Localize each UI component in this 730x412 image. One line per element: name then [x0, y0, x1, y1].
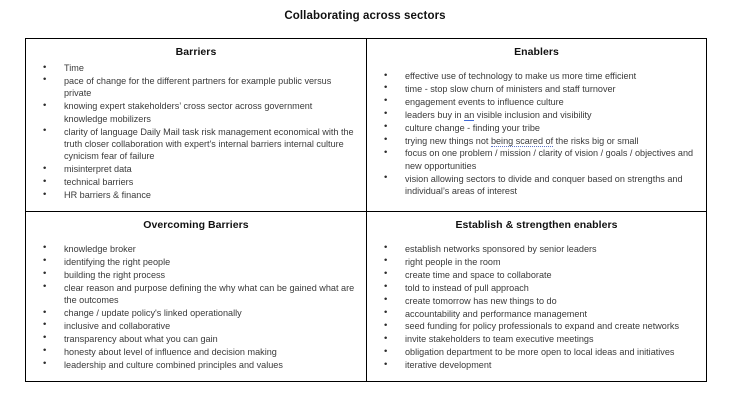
page-title: Collaborating across sectors	[284, 10, 446, 22]
quadrant-establish-strengthen-enablers-heading: Establish & strengthen enablers	[455, 218, 618, 231]
table-row	[26, 211, 707, 381]
list-item: • right people in the room	[375, 256, 698, 268]
list-item: • invite stakeholders to team executive meetings	[375, 333, 698, 345]
quadrant-overcoming-barriers-list	[34, 243, 358, 371]
spelling-underline-mark: being scared of	[490, 135, 554, 146]
quadrant-enablers	[367, 39, 707, 212]
text-before-mark: leaders buy in	[405, 109, 465, 120]
list-item: • obligation department to be more open to local ideas and initiatives	[375, 346, 698, 358]
list-item: • inclusive and collaborative	[34, 320, 358, 332]
list-item: • clarity of language Daily Mail task risk management economical with the truth closer collaboration with expert's internal barriers internal culture cynicism fear of failure	[34, 126, 358, 163]
list-item: • effective use of technology to make us more time efficient	[375, 70, 698, 82]
quadrant-barriers-list	[34, 62, 358, 201]
list-item: • knowing expert stakeholders’ cross sector across government knowledge mobilizers	[34, 100, 358, 125]
list-item: • clear reason and purpose defining the why what can be gained what are the outcomes	[34, 282, 358, 307]
list-item: • focus on one problem / mission / clarity of vision / goals / objectives and new opportunities	[375, 147, 698, 172]
list-item: • accountability and performance management	[375, 308, 698, 320]
quadrant-overcoming-barriers	[26, 211, 367, 381]
list-item: • create tomorrow has new things to do	[375, 295, 698, 307]
quadrant-establish-strengthen-enablers	[367, 211, 707, 381]
table-row	[26, 39, 707, 212]
list-item: • time - stop slow churn of ministers and staff turnover	[375, 83, 698, 95]
quadrant-establish-strengthen-enablers-list	[375, 243, 698, 372]
list-item: • identifying the right people	[34, 256, 358, 268]
quadrant-enablers-heading: Enablers	[514, 46, 559, 58]
list-item: • Time	[34, 62, 358, 74]
list-item: • misinterpret data	[34, 163, 358, 175]
list-item: • HR barriers & finance	[34, 189, 358, 201]
list-item: • establish networks sponsored by senior leaders	[375, 243, 698, 255]
list-item: • pace of change for the different partners for example public versus private	[34, 75, 358, 100]
list-item: • engagement events to influence culture	[375, 96, 698, 108]
list-item-with-spelling-mark	[375, 135, 698, 147]
list-item: • iterative development	[375, 359, 698, 371]
text-after-mark: the risks big or small	[553, 135, 639, 146]
list-item: • culture change - finding your tribe	[375, 122, 698, 134]
list-item: • vision allowing sectors to divide and conquer based on strengths and individual’s areas of interest	[375, 173, 698, 198]
text-after-mark: visible inclusion and visibility	[474, 109, 592, 120]
list-item: • create time and space to collaborate	[375, 269, 698, 281]
grammar-underline-mark: an	[464, 109, 475, 120]
text-before-mark: trying new things not	[405, 135, 491, 146]
four-quadrant-table	[25, 38, 707, 382]
list-item: • transparency about what you can gain	[34, 333, 358, 345]
quadrant-overcoming-barriers-heading: Overcoming Barriers	[143, 218, 249, 231]
list-item-with-grammar-mark	[375, 109, 698, 121]
list-item: • told to instead of pull approach	[375, 282, 698, 294]
list-item: • knowledge broker	[34, 243, 358, 255]
list-item: • building the right process	[34, 269, 358, 281]
list-item: • leadership and culture combined principles and values	[34, 359, 358, 371]
quadrant-barriers-heading: Barriers	[175, 46, 217, 58]
list-item: • honesty about level of influence and decision making	[34, 346, 358, 358]
quadrant-enablers-list	[375, 70, 698, 198]
quadrant-barriers	[26, 39, 367, 212]
list-item: • technical barriers	[34, 176, 358, 188]
list-item: • seed funding for policy professionals to expand and create networks	[375, 320, 698, 332]
list-item: • change / update policy's linked operationally	[34, 307, 358, 319]
